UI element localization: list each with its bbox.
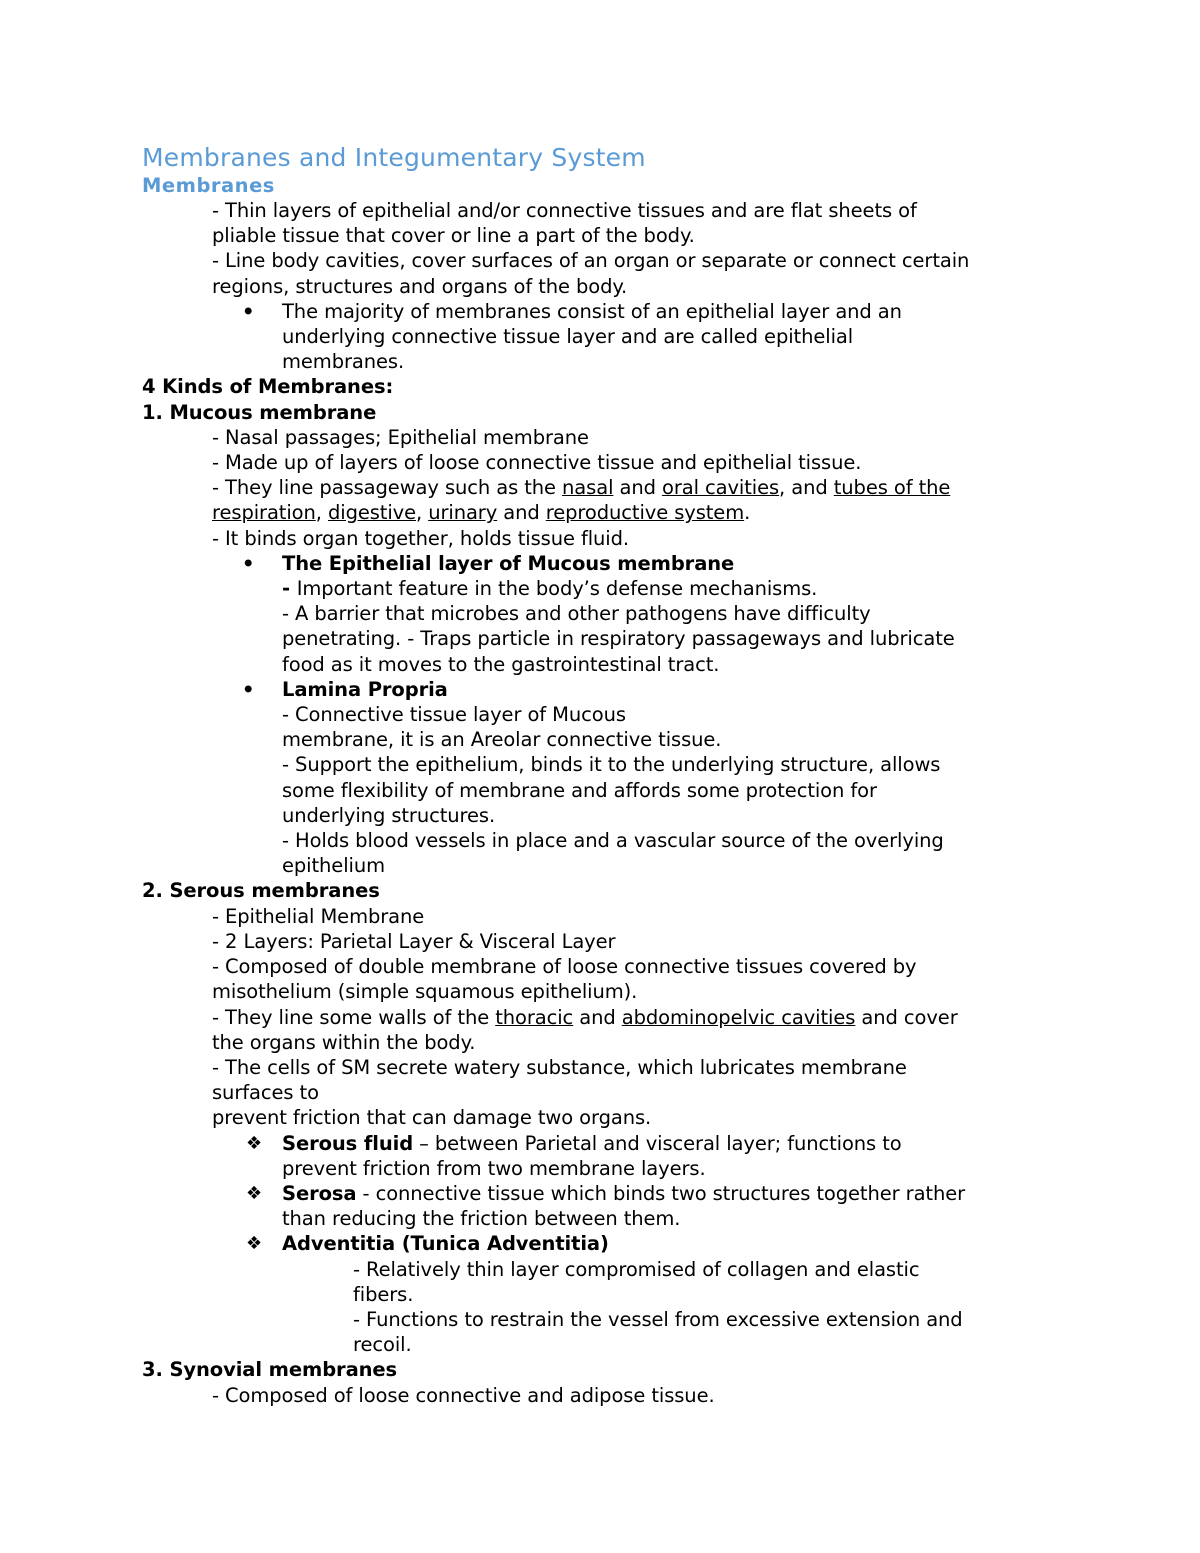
text-run: Important feature in the body’s defense mechanisms. [296, 577, 818, 601]
text-line: - Connective tissue layer of Mucous [282, 703, 626, 727]
text-line: membrane, it is an Areolar connective tissue. [282, 728, 722, 752]
text-line: - Holds blood vessels in place and a vascular source of the overlying [282, 829, 944, 853]
text-line: pliable tissue that cover or line a part of the body. [212, 224, 695, 248]
text-run: - They line some walls of the [212, 1005, 496, 1029]
text-line: - It binds organ together, holds tissue fluid. [212, 526, 629, 550]
diamond-bullet-icon: ❖ [246, 1233, 263, 1255]
text-line: recoil. [353, 1333, 412, 1357]
heading-kinds: 4 Kinds of Membranes: [142, 375, 394, 399]
bullet-item [142, 551, 1072, 576]
text-line: - Composed of loose connective and adipose tissue. [212, 1383, 715, 1407]
text-run: , [315, 501, 328, 525]
bullet-item [142, 299, 1072, 324]
definition: – between Parietal and visceral layer; functions to [413, 1131, 902, 1155]
underlined-term: oral cavities [661, 476, 780, 500]
text-line [142, 1005, 1072, 1030]
text-run: and [497, 501, 546, 525]
bullet-icon: • [242, 677, 255, 701]
text-run: and [573, 1005, 622, 1029]
text-line: the organs within the body. [212, 1030, 476, 1054]
text-line: - 2 Layers: Parietal Layer & Visceral Layer [212, 929, 616, 953]
text-run: and cover [855, 1005, 958, 1029]
document-title: Membranes and Integumentary System [142, 143, 646, 172]
diamond-bullet-icon: ❖ [246, 1182, 263, 1204]
text-run: , [416, 501, 429, 525]
heading-synovial: 3. Synovial membranes [142, 1358, 398, 1382]
section-heading-membranes: Membranes [142, 174, 275, 197]
text-line: - Thin layers of epithelial and/or connective tissues and are flat sheets of [212, 199, 917, 222]
bullet-heading: Lamina Propria [282, 677, 448, 701]
text-line: - Line body cavities, cover surfaces of an organ or separate or connect certain [212, 249, 970, 273]
term: Serous fluid [282, 1131, 414, 1155]
text-line: - The cells of SM secrete watery substance, which lubricates membrane [212, 1055, 907, 1079]
heading-serous: 2. Serous membranes [142, 879, 380, 903]
bullet-text: The majority of membranes consist of an epithelial layer and an [282, 299, 902, 323]
text-line: food as it moves to the gastrointestinal tract. [282, 652, 720, 676]
underlined-term: abdominopelvic cavities [621, 1005, 856, 1029]
text-line: prevent friction that can damage two organs. [212, 1106, 652, 1130]
bullet-item [142, 677, 1072, 702]
diamond-item [142, 1181, 1072, 1206]
text-run: - [282, 577, 297, 601]
text-line: regions, structures and organs of the body. [212, 274, 628, 298]
text-line: membranes. [282, 350, 405, 374]
text-line: than reducing the friction between them. [282, 1207, 681, 1231]
text-line: underlying structures. [282, 803, 496, 827]
text-line [142, 576, 1072, 601]
definition: - connective tissue which binds two structures together rather [356, 1181, 966, 1205]
text-line: surfaces to [212, 1081, 319, 1105]
text-line [142, 500, 1072, 525]
underlined-term: tubes of the [833, 476, 951, 500]
text-line [142, 475, 1072, 500]
text-line: - Composed of double membrane of loose connective tissues covered by [212, 955, 917, 979]
underlined-term: nasal [562, 476, 614, 500]
bullet-icon: • [242, 299, 255, 323]
text-line: - Nasal passages; Epithelial membrane [212, 425, 589, 449]
diamond-bullet-icon: ❖ [246, 1132, 263, 1154]
text-run: - They line passageway such as the [212, 476, 563, 500]
underlined-term: urinary [428, 501, 498, 525]
text-line: penetrating. - Traps particle in respiratory passageways and lubricate [282, 627, 955, 651]
diamond-item [142, 1131, 1072, 1156]
text-line: - Support the epithelium, binds it to the underlying structure, allows [282, 753, 941, 777]
text-line: prevent friction from two membrane layers. [282, 1156, 706, 1180]
text-line: - Relatively thin layer compromised of collagen and elastic [353, 1257, 920, 1281]
text-line: epithelium [282, 854, 385, 878]
text-line: - Made up of layers of loose connective tissue and epithelial tissue. [212, 451, 862, 475]
term: Serosa [282, 1181, 357, 1205]
text-run: , and [779, 476, 834, 500]
underlined-term: digestive [327, 501, 416, 525]
text-line: - Functions to restrain the vessel from excessive extension and [353, 1307, 963, 1331]
text-run: and [613, 476, 662, 500]
text-line: underlying connective tissue layer and are called epithelial [282, 325, 854, 349]
text-line: misothelium (simple squamous epithelium). [212, 980, 638, 1004]
text-line: - Epithelial Membrane [212, 904, 425, 928]
text-line: some flexibility of membrane and affords some protection for [282, 778, 877, 802]
heading-mucous: 1. Mucous membrane [142, 400, 377, 424]
bullet-icon: • [242, 551, 255, 575]
underlined-term: thoracic [495, 1005, 574, 1029]
text-run: . [744, 501, 751, 525]
underlined-term: reproductive system [545, 501, 745, 525]
underlined-term: respiration [212, 501, 316, 525]
text-line: fibers. [353, 1282, 414, 1306]
text-line: - A barrier that microbes and other pathogens have difficulty [282, 602, 871, 626]
document-body [142, 142, 1072, 1408]
diamond-item [142, 1231, 1072, 1256]
bullet-heading: The Epithelial layer of Mucous membrane [282, 551, 735, 575]
term: Adventitia (Tunica Adventitia) [282, 1232, 609, 1256]
